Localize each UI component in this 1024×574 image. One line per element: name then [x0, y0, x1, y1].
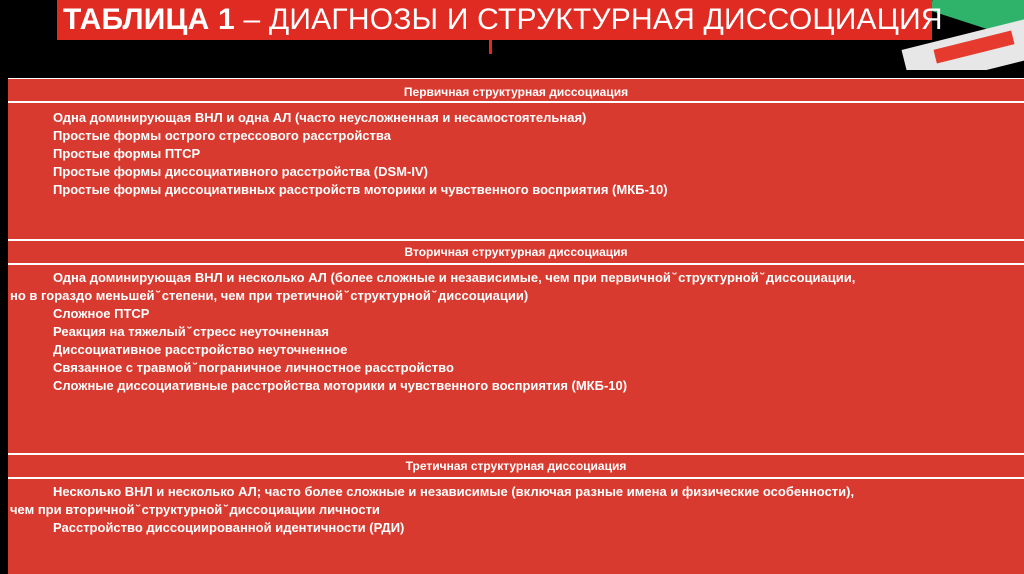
list-item: Одна доминирующая ВНЛ и несколько АЛ (более сложные и независимые, чем при первичной ̆ структурной ̆ диссоциации,	[53, 270, 856, 285]
diagnosis-table	[8, 78, 1024, 574]
list-item: Диссоциативное расстройство неуточненное	[53, 342, 348, 357]
divider	[8, 101, 1024, 103]
list-item: Сложное ПТСР	[53, 306, 150, 321]
list-item: Связанное с травмой ̆ пограничное личностное расстройство	[53, 360, 454, 375]
section-header-secondary: Вторичная структурная диссоциация	[404, 245, 628, 259]
title-bar	[57, 0, 943, 40]
section-body-tertiary	[8, 483, 1024, 537]
divider	[8, 453, 1024, 455]
list-item: чем при вторичной ̆ структурной ̆ диссоциации личности	[10, 502, 380, 517]
divider	[8, 263, 1024, 265]
list-item: Расстройство диссоциированной идентичности (РДИ)	[53, 520, 405, 535]
list-item: Одна доминирующая ВНЛ и одна АЛ (часто неусложненная и несамостоятельная)	[53, 110, 587, 125]
list-item: Простые формы диссоциативного расстройства (DSM-IV)	[53, 164, 428, 179]
section-body-secondary	[8, 269, 1024, 395]
list-item: Сложные диссоциативные расстройства моторики и чувственного восприятия (МКБ-10)	[53, 378, 628, 393]
divider	[8, 477, 1024, 479]
title-accent	[489, 40, 492, 54]
list-item: Реакция на тяжелый ̆ стресс неуточненная	[53, 324, 329, 339]
slide-title: ТАБЛИЦА 1 – ДИАГНОЗЫ И СТРУКТУРНАЯ ДИССОЦИАЦИЯ	[63, 3, 943, 36]
section-body-primary	[8, 109, 1024, 199]
list-item: Простые формы острого стрессового расстройства	[53, 128, 391, 143]
list-item: но в гораздо меньшей ̆ степени, чем при третичной ̆ структурной ̆ диссоциации)	[10, 288, 529, 303]
list-item: Простые формы ПТСР	[53, 146, 201, 161]
list-item: Несколько ВНЛ и несколько АЛ; часто более сложные и независимые (включая разные имена и физические особенности),	[53, 484, 855, 499]
section-header-primary: Первичная структурная диссоциация	[403, 85, 629, 99]
section-header-tertiary: Третичная структурная диссоциация	[405, 459, 627, 473]
divider	[8, 239, 1024, 241]
list-item: Простые формы диссоциативных расстройств моторики и чувственного восприятия (МКБ-10)	[53, 182, 668, 197]
